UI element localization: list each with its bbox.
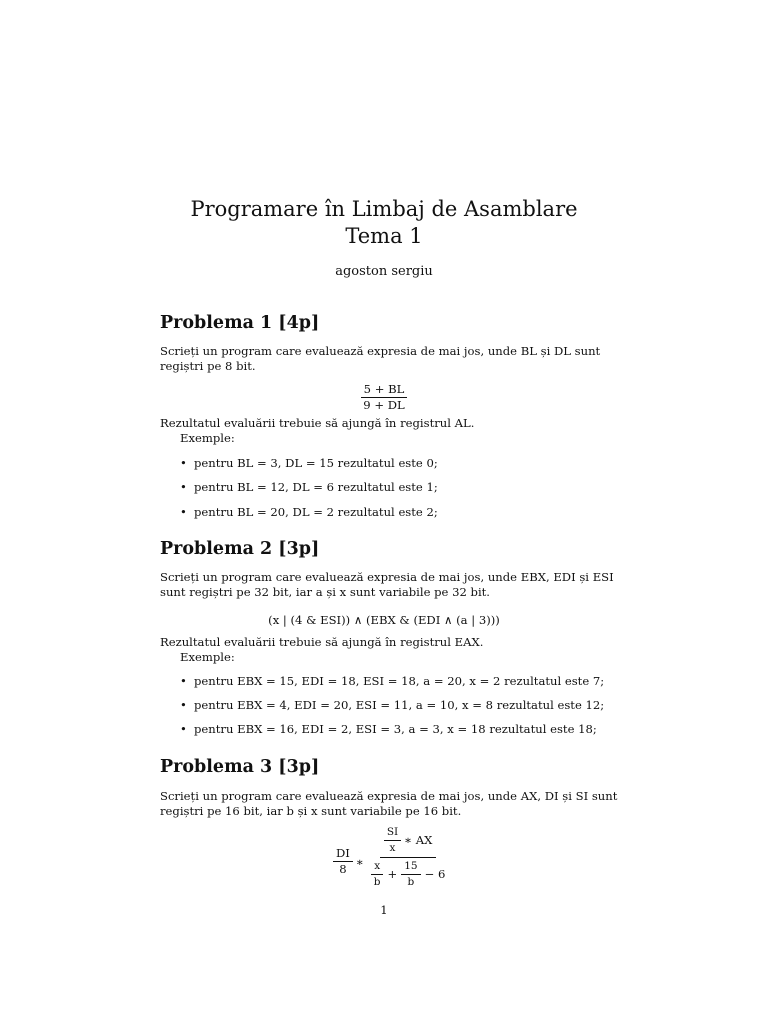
list-item: [180, 505, 438, 519]
example-text: pentru EBX = 15, EDI = 18, ESI = 18, a = 20, x = 2 rezultatul este 7;: [194, 674, 605, 688]
problem-2-intro: [160, 570, 614, 600]
formula-x2: x: [371, 860, 383, 875]
list-item: [180, 456, 438, 470]
example-text: pentru BL = 20, DL = 2 rezultatul este 2;: [194, 505, 438, 519]
formula-x: x: [389, 842, 396, 854]
bullet-icon: •: [180, 480, 187, 494]
problem-2-heading: Problema 2 [3p]: [160, 539, 320, 559]
formula-15: 15: [401, 860, 420, 875]
problem-2-examples-label: Exemple:: [180, 650, 235, 664]
problem-1-examples-label: Exemple:: [180, 431, 235, 445]
formula-times: ∗: [355, 854, 364, 869]
bullet-icon: •: [180, 674, 187, 688]
bullet-icon: •: [180, 722, 187, 736]
problem-2-intro-line-2: sunt regiștri pe 32 bit, iar a și x sunt variabile pe 32 bit.: [160, 585, 490, 599]
problem-3-intro: [160, 789, 618, 819]
list-item: [180, 480, 438, 494]
formula-numerator: 5 + BL: [361, 383, 408, 398]
problem-1-intro: [160, 344, 605, 374]
bullet-icon: •: [180, 698, 187, 712]
example-text: pentru BL = 3, DL = 15 rezultatul este 0;: [194, 456, 438, 470]
problem-1-result: Rezultatul evaluării trebuie să ajungă în registrul AL.: [160, 416, 475, 430]
problem-3-intro-line-1: Scrieți un program care evaluează expresia de mai jos, unde AX, DI și SI sunt: [160, 789, 618, 803]
formula-denominator: 9 + DL: [363, 398, 405, 412]
document-title: Programare în Limbaj de Asamblare: [190, 197, 578, 221]
problem-1-intro-line-2: regiștri pe 8 bit.: [160, 359, 256, 373]
problem-2-result: Rezultatul evaluării trebuie să ajungă în registrul EAX.: [160, 635, 484, 649]
formula-star-ax: ∗ AX: [404, 833, 433, 847]
problem-3-formula: [333, 826, 449, 889]
list-item: [180, 698, 604, 712]
example-text: pentru EBX = 4, EDI = 20, ESI = 11, a = 10, x = 8 rezultatul este 12;: [194, 698, 605, 712]
formula-big-denominator: [367, 858, 450, 889]
problem-1-heading: Problema 1 [4p]: [160, 313, 320, 333]
formula-plus: +: [387, 867, 398, 881]
formula-di: DI: [333, 847, 353, 862]
problem-1-formula: [0, 383, 768, 412]
formula-si: SI: [384, 826, 401, 841]
example-text: pentru BL = 12, DL = 6 rezultatul este 1;: [194, 480, 438, 494]
formula-minus-6: − 6: [424, 867, 446, 881]
formula-b: b: [373, 876, 381, 888]
bullet-icon: •: [180, 505, 187, 519]
problem-2-formula: (x | (4 & ESI)) ∧ (EBX & (EDI ∧ (a | 3))): [268, 613, 500, 627]
problem-3-heading: Problema 3 [3p]: [160, 757, 320, 777]
problem-1-intro-line-1: Scrieți un program care evaluează expresia de mai jos, unde BL și DL sunt: [160, 344, 601, 358]
formula-8: 8: [339, 862, 347, 876]
bullet-icon: •: [180, 456, 187, 470]
problem-3-intro-line-2: regiștri pe 16 bit, iar b și x sunt variabile pe 16 bit.: [160, 804, 462, 818]
example-text: pentru EBX = 16, EDI = 2, ESI = 3, a = 3, x = 18 rezultatul este 18;: [194, 722, 597, 736]
author: agoston sergiu: [335, 264, 433, 279]
formula-b2: b: [407, 876, 415, 888]
list-item: [180, 722, 597, 736]
formula-big-numerator: [380, 826, 437, 858]
document-subtitle: Tema 1: [345, 224, 423, 248]
list-item: [180, 674, 604, 688]
problem-2-intro-line-1: Scrieți un program care evaluează expresia de mai jos, unde EBX, EDI și ESI: [160, 570, 614, 584]
page-number: 1: [380, 903, 388, 917]
